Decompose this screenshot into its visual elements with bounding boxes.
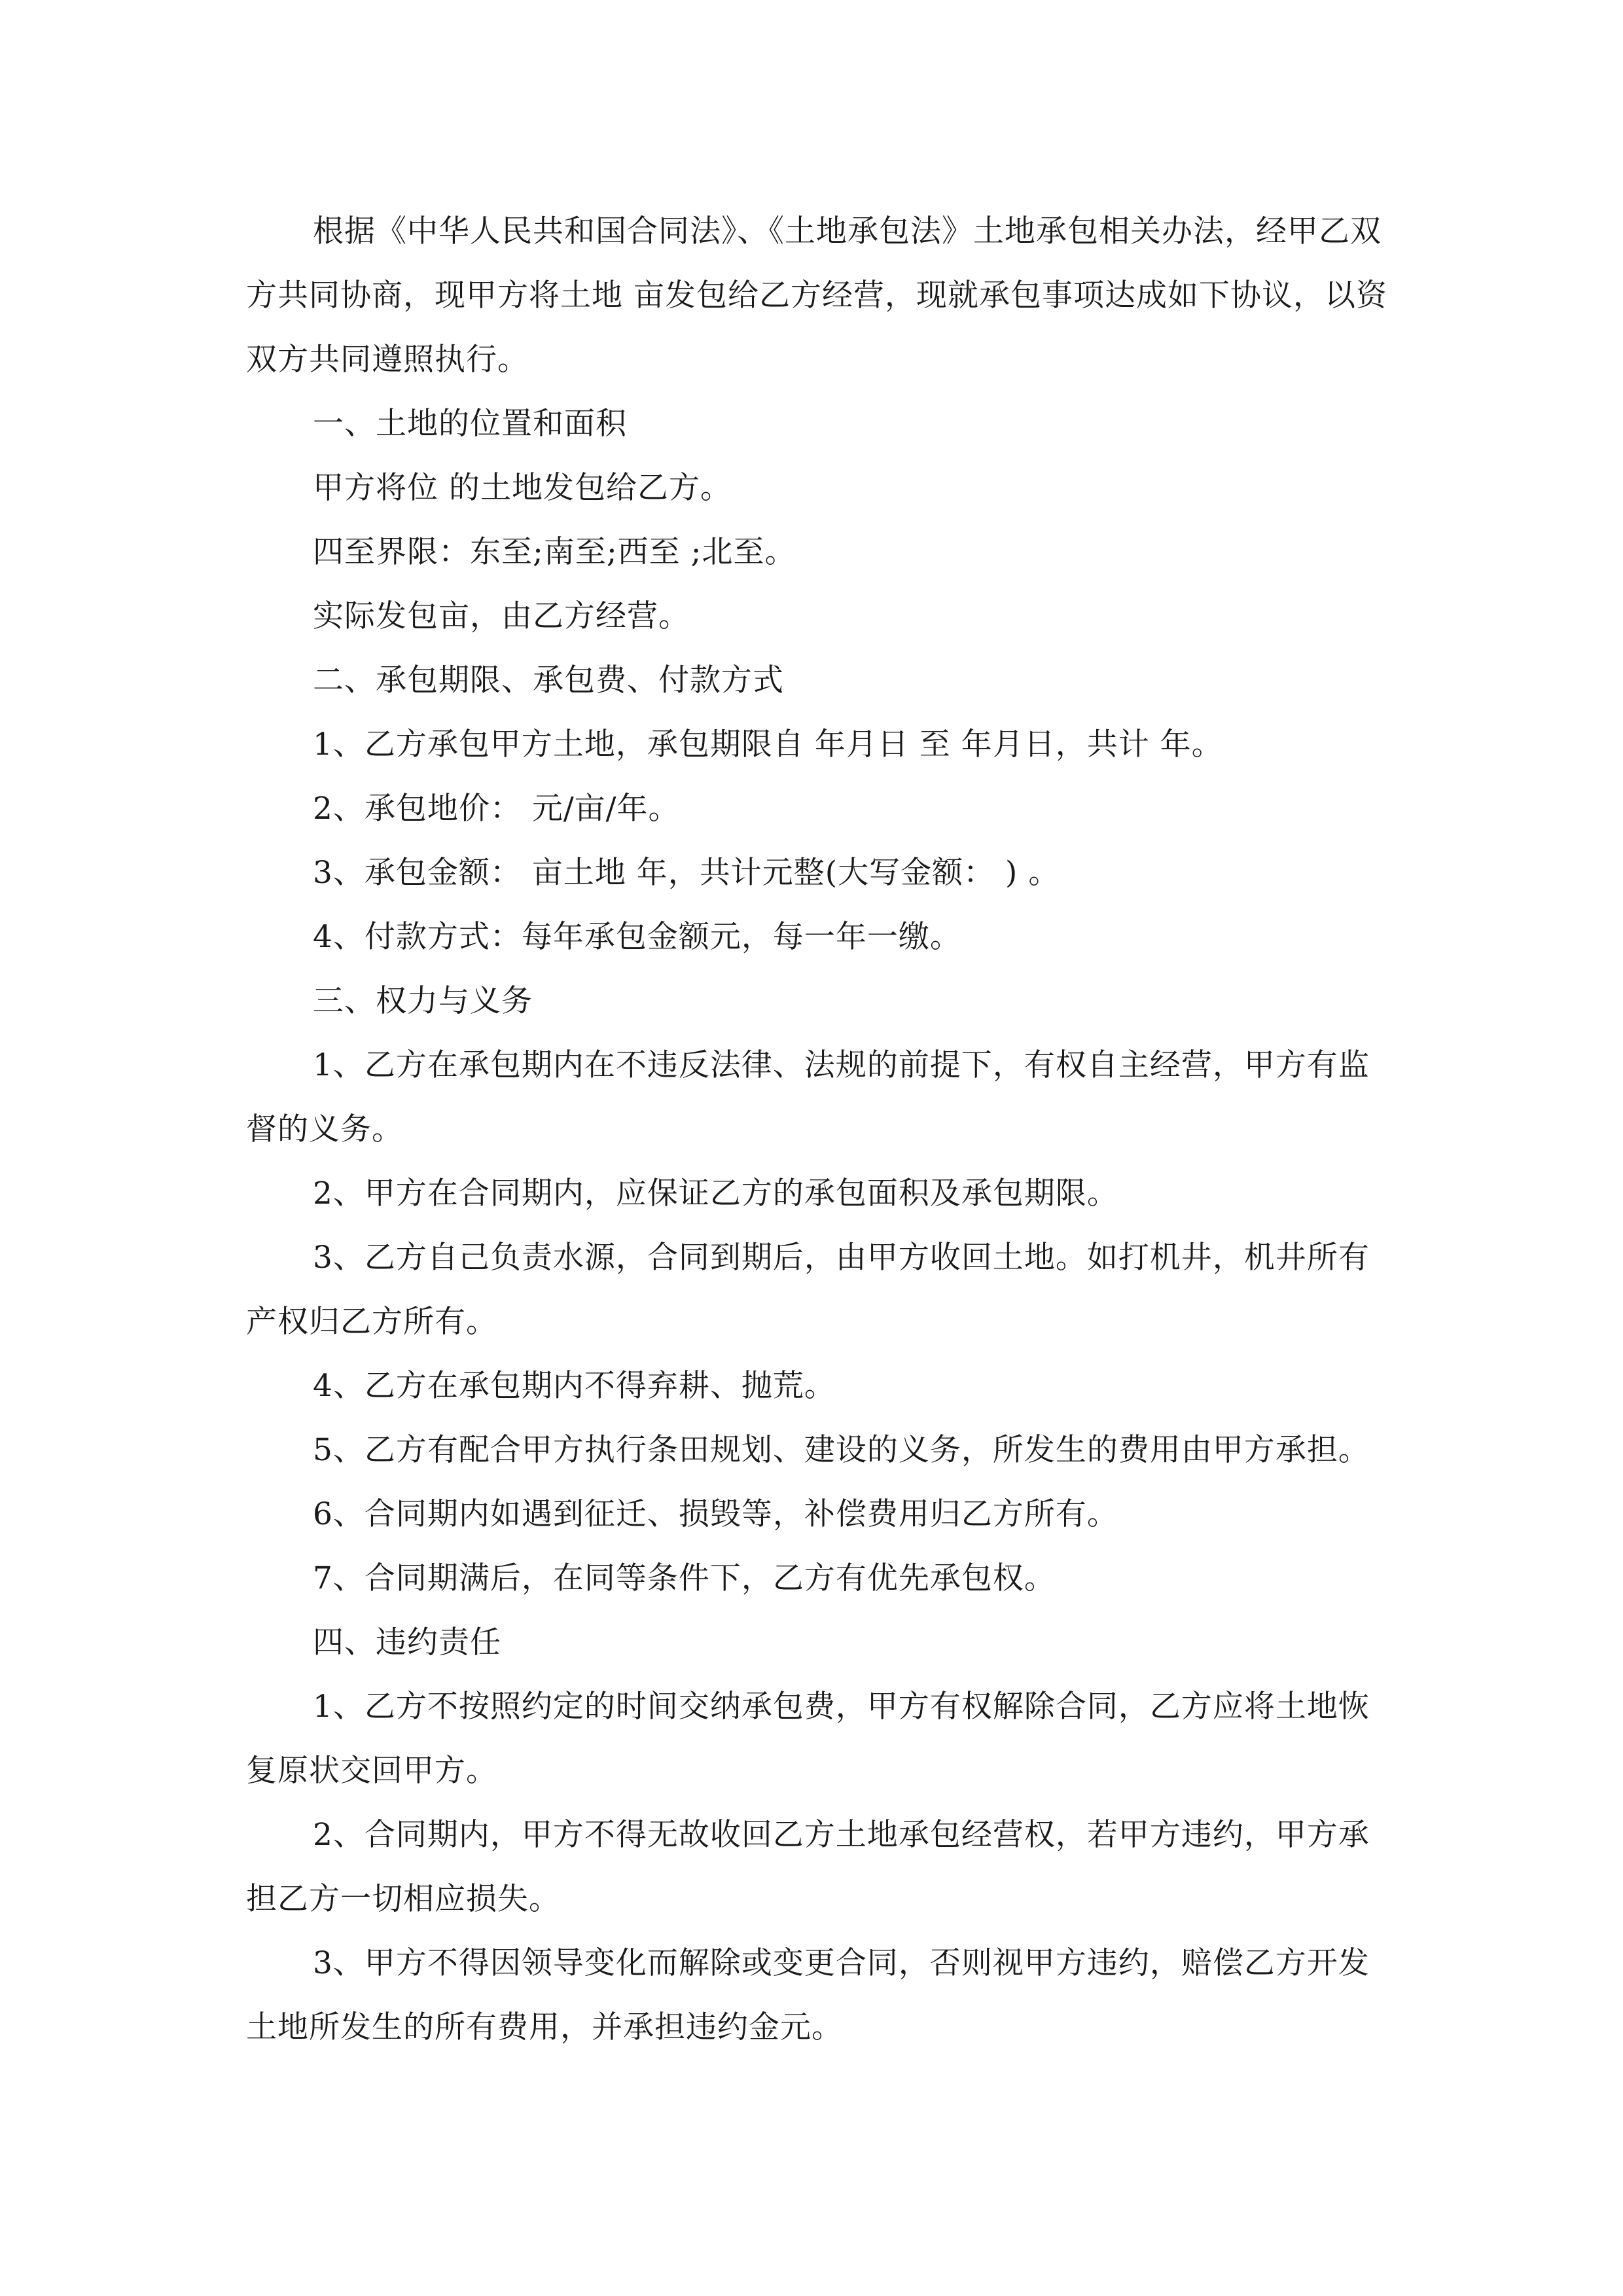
section-heading-4: 四、违约责任 bbox=[313, 1624, 501, 1660]
clause: 3、甲方不得因领导变化而解除或变更合同，否则视甲方违约，赔偿乙方开发土地所发生的所有费用，并承担违约金元。 bbox=[246, 1945, 1370, 2045]
clause: 5、乙方有配合甲方执行条田规划、建设的义务，所发生的费用由甲方承担。 bbox=[313, 1432, 1370, 1468]
clause: 2、承包地价： 元/亩/年。 bbox=[313, 791, 680, 827]
clause: 3、乙方自己负责水源，合同到期后，由甲方收回土地。如打机井，机井所有产权归乙方所有。 bbox=[246, 1240, 1370, 1340]
clause: 4、付款方式：每年承包金额元，每一年一缴。 bbox=[313, 919, 961, 955]
document-body bbox=[246, 200, 1398, 2060]
clause: 2、甲方在合同期内，应保证乙方的承包面积及承包期限。 bbox=[313, 1175, 1118, 1211]
clause: 3、承包金额： 亩土地 年，共计元整(大写金额： ) 。 bbox=[313, 855, 1060, 891]
section-heading-2: 二、承包期限、承包费、付款方式 bbox=[313, 662, 784, 698]
clause: 4、乙方在承包期内不得弃耕、抛荒。 bbox=[313, 1368, 836, 1404]
clause: 1、乙方在承包期内在不违反法律、法规的前提下，有权自主经营，甲方有监督的义务。 bbox=[246, 1047, 1370, 1147]
paragraph: 甲方将位 的土地发包给乙方。 bbox=[313, 470, 732, 506]
intro-paragraph: 根据《中华人民共和国合同法》、《土地承包法》土地承包相关办法，经甲乙双方共同协商，现甲方将土地 亩发包给乙方经营，现就承包事项达成如下协议，以资双方共同遵照执行。 bbox=[246, 213, 1387, 378]
section-heading-3: 三、权力与义务 bbox=[313, 983, 533, 1019]
paragraph: 四至界限：东至;南至;西至 ;北至。 bbox=[313, 534, 796, 570]
clause: 7、合同期满后，在同等条件下，乙方有优先承包权。 bbox=[313, 1560, 1056, 1596]
clause: 1、乙方承包甲方土地，承包期限自 年月日 至 年月日，共计 年。 bbox=[313, 726, 1223, 762]
clause: 2、合同期内，甲方不得无故收回乙方土地承包经营权，若甲方违约，甲方承担乙方一切相应损失。 bbox=[246, 1817, 1370, 1917]
clause: 1、乙方不按照约定的时间交纳承包费，甲方有权解除合同，乙方应将土地恢复原状交回甲方。 bbox=[246, 1689, 1370, 1789]
section-heading-1: 一、土地的位置和面积 bbox=[313, 406, 627, 442]
paragraph: 实际发包亩，由乙方经营。 bbox=[313, 598, 690, 634]
clause: 6、合同期内如遇到征迁、损毁等，补偿费用归乙方所有。 bbox=[313, 1496, 1118, 1532]
